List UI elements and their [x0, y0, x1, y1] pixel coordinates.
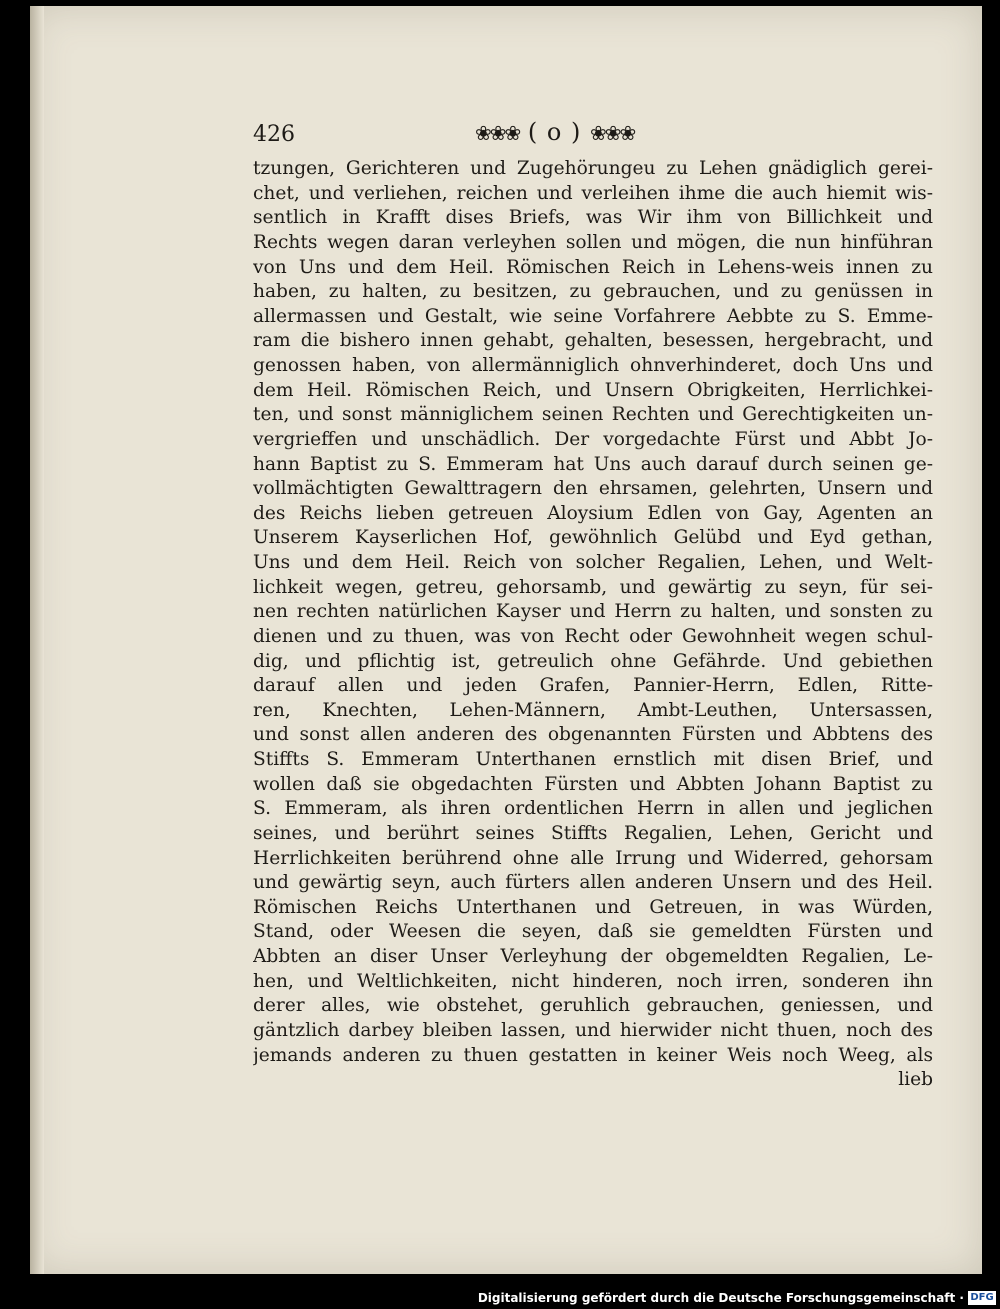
catchword: lieb	[898, 1069, 933, 1091]
text-line: Uns und dem Heil. Reich von solcher Regalien, Lehen, und Welt-	[253, 552, 933, 573]
text-line: vollmächtigten Gewalttragern den ehrsamen, gelehrten, Unsern und	[253, 478, 933, 500]
funding-notice: Digitalisierung gefördert durch die Deutsche Forschungsgemeinschaft ·	[477, 1291, 964, 1305]
body-text	[253, 157, 933, 1093]
text-line: von Uns und dem Heil. Römischen Reich in Lehens-weis innen zu	[253, 256, 933, 278]
page-binding-edge	[30, 6, 44, 1274]
text-line: genossen haben, von allermänniglich ohnverhinderet, doch Uns und	[253, 355, 933, 376]
text-line: ren, Knechten, Lehen-Männern, Ambt-Leuthen, Untersassen,	[253, 699, 933, 721]
text-line: hann Baptist zu S. Emmeram hat Uns auch darauf durch seinen ge-	[253, 453, 933, 475]
text-line: des Reichs lieben getreuen Aloysium Edlen von Gay, Agenten an	[253, 502, 933, 524]
text-line: nen rechten natürlichen Kayser und Herrn zu halten, und sonsten zu	[253, 601, 933, 623]
page-number: 426	[253, 122, 295, 147]
text-line: Herrlichkeiten berührend ohne alle Irrung und Widerred, gehorsam	[253, 847, 933, 869]
text-line: sentlich in Krafft dises Briefs, was Wir ihm von Billichkeit und	[253, 207, 933, 229]
text-line: Abbten an diser Unser Verleyhung der obgemeldten Regalien, Le-	[253, 946, 933, 967]
text-line: jemands anderen zu thuen gestatten in keiner Weis noch Weeg, als	[253, 1044, 933, 1066]
running-head	[475, 118, 634, 146]
text-line: und gewärtig seyn, auch fürters allen anderen Unsern und des Heil.	[253, 872, 933, 894]
text-line: ram die bishero innen gehabt, gehalten, besessen, hergebracht, und	[253, 330, 933, 352]
ornament-left: ❀❀❀	[475, 121, 520, 145]
text-line: seines, und berührt seines Stiffts Regalien, Lehen, Gericht und	[253, 822, 933, 844]
text-line: haben, zu halten, zu besitzen, zu gebrauchen, und zu genüssen in	[253, 281, 933, 303]
page-header	[253, 118, 933, 154]
running-head-center: ( o )	[527, 118, 582, 146]
text-line: derer alles, wie obstehet, geruhlich gebrauchen, geniessen, und	[253, 995, 933, 1017]
text-line: vergrieffen und unschädlich. Der vorgedachte Fürst und Abbt Jo-	[253, 428, 933, 450]
text-line: hen, und Weltlichkeiten, nicht hinderen, noch irren, sonderen ihn	[253, 970, 933, 992]
text-line: Römischen Reichs Unterthanen und Getreuen, in was Würden,	[253, 896, 933, 918]
text-line: Stiffts S. Emmeram Unterthanen ernstlich mit disen Brief, und	[253, 749, 933, 770]
text-line: ten, und sonst männiglichem seinen Rechten und Gerechtigkeiten un-	[253, 404, 933, 426]
text-line: tzungen, Gerichteren und Zugehörungeu zu Lehen gnädiglich gerei-	[253, 158, 933, 179]
text-line: chet, und verliehen, reichen und verleihen ihme die auch hiemit wis-	[253, 182, 933, 204]
dfg-logo: DFG	[968, 1291, 996, 1305]
text-line: wollen daß sie obgedachten Fürsten und Abbten Johann Baptist zu	[253, 773, 933, 795]
text-line: gäntzlich darbey bleiben lassen, und hierwider nicht thuen, noch des	[253, 1019, 933, 1041]
text-line: Stand, oder Weesen die seyen, daß sie gemeldten Fürsten und	[253, 921, 933, 943]
text-line: darauf allen und jeden Grafen, Pannier-Herrn, Edlen, Ritte-	[253, 675, 933, 697]
text-line: allermassen und Gestalt, wie seine Vorfahrere Aebbte zu S. Emme-	[253, 305, 933, 327]
text-line: Unserem Kayserlichen Hof, gewöhnlich Gelübd und Eyd gethan,	[253, 527, 933, 549]
text-line: dig, und pflichtig ist, getreulich ohne Gefährde. Und gebiethen	[253, 650, 933, 672]
ornament-right: ❀❀❀	[590, 121, 635, 145]
text-line: lichkeit wegen, getreu, gehorsamb, und gewärtig zu seyn, für sei-	[253, 576, 933, 598]
text-line: dienen und zu thuen, was von Recht oder Gewohnheit wegen schul-	[253, 625, 933, 647]
text-line: Rechts wegen daran verleyhen sollen und mögen, die nun hinführan	[253, 231, 933, 253]
text-line: dem Heil. Römischen Reich, und Unsern Obrigkeiten, Herrlichkei-	[253, 379, 933, 401]
text-line: S. Emmeram, als ihren ordentlichen Herrn in allen und jeglichen	[253, 798, 933, 820]
text-line: und sonst allen anderen des obgenannten Fürsten und Abbtens des	[253, 724, 933, 746]
